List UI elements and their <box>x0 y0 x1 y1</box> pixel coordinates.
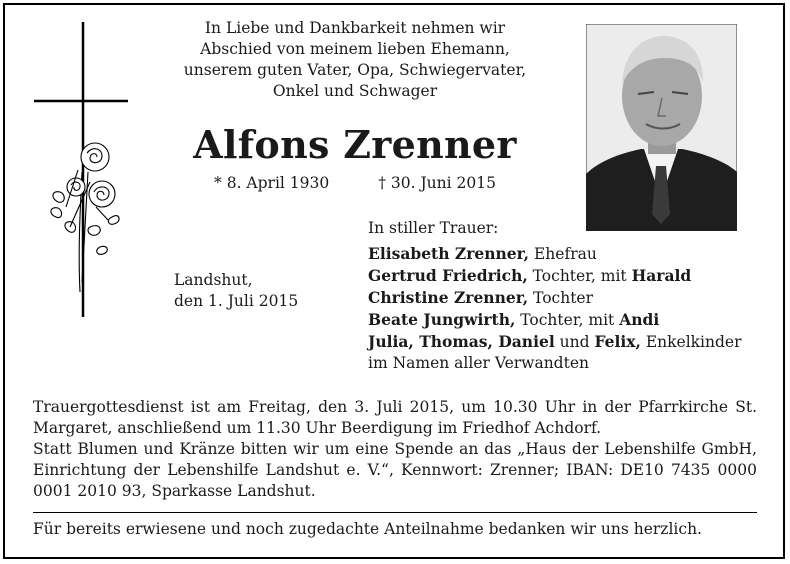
date: den 1. Juli 2015 <box>174 292 299 310</box>
intro-line: In Liebe und Dankbarkeit nehmen wir <box>204 19 506 37</box>
mourners-footer: im Namen aller Verwandten <box>368 354 589 372</box>
life-dates <box>150 174 560 192</box>
intro-text <box>150 18 560 102</box>
intro-line: Onkel und Schwager <box>272 82 438 100</box>
cross-with-roses-icon <box>30 22 130 317</box>
mourner-row: Elisabeth Zrenner, Ehefrau <box>368 244 597 263</box>
closing-text: Für bereits erwiesene und noch zugedachte Anteilnahme bedanken wir uns herzlich. <box>33 520 702 538</box>
mourner-row: Christine Zrenner, Tochter <box>368 288 594 307</box>
place: Landshut, <box>174 271 253 289</box>
service-text: Trauergottesdienst ist am Freitag, den 3. Juli 2015, um 10.30 Uhr in der Pfarrkirche St. Margaret, anschließend um 11.30 Uhr Beerdigung im Friedhof Achdorf. <box>33 398 757 437</box>
donation-text: Statt Blumen und Kränze bitten wir um eine Spende an das „Haus der Lebenshilfe GmbH, Einrichtung der Lebenshilfe Landshut e. V.“, Kennwort: Zrenner; IBAN: DE10 7435 0000 0001 2010 93, Sparkasse Landshut. <box>33 440 757 500</box>
mourners-list <box>368 243 768 374</box>
death-date: † 30. Juni 2015 <box>378 174 496 192</box>
intro-line: unserem guten Vater, Opa, Schwiegervater, <box>183 61 527 79</box>
portrait-photo <box>586 24 737 231</box>
mourning-heading: In stiller Trauer: <box>368 219 499 237</box>
mourner-row: Julia, Thomas, Daniel und Felix, Enkelkinder <box>368 332 742 351</box>
intro-line: Abschied von meinem lieben Ehemann, <box>200 40 510 58</box>
deceased-name: Alfons Zrenner <box>193 122 517 167</box>
place-date <box>174 270 298 312</box>
mourner-row: Beate Jungwirth, Tochter, mit Andi <box>368 310 660 329</box>
mourner-row: Gertrud Friedrich, Tochter, mit Harald <box>368 266 692 285</box>
birth-date: * 8. April 1930 <box>214 174 330 192</box>
divider <box>33 512 757 513</box>
